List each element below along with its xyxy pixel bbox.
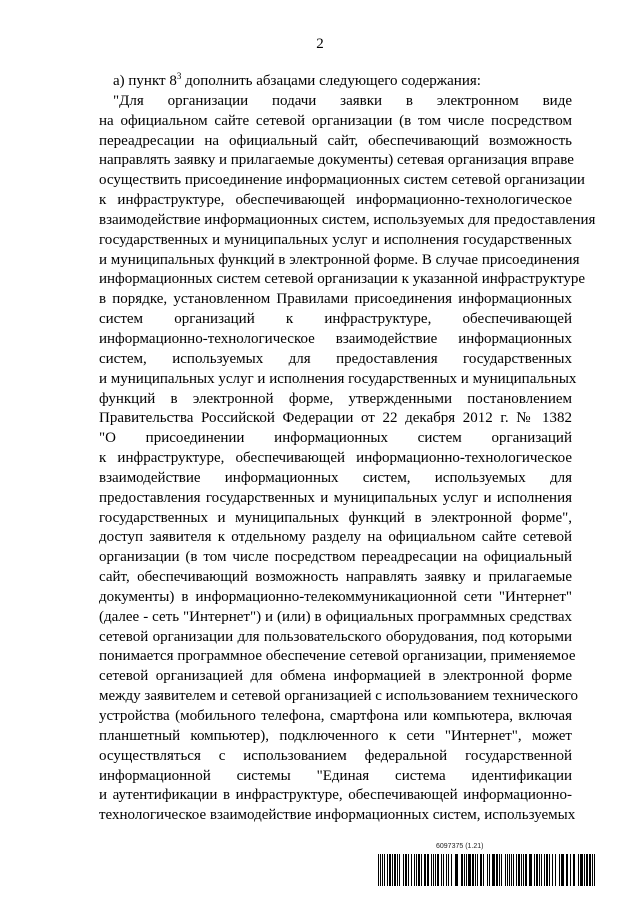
text-line: информационно-технологическое взаимодействие информационных bbox=[99, 330, 572, 347]
text-line: и аутентификации в инфраструктуре, обеспечивающей информационно- bbox=[99, 787, 572, 804]
intro-superscript: 3 bbox=[176, 71, 182, 81]
text-line: между заявителем и сетевой организацией с использованием технического bbox=[99, 688, 578, 705]
text-line: к инфраструктуре, обеспечивающей информационно-технологическое bbox=[99, 192, 572, 209]
barcode bbox=[378, 854, 596, 886]
text-line: функций в электронной форме, утвержденными постановлением bbox=[99, 390, 572, 407]
text-line: к инфраструктуре, обеспечивающей информационно-технологическое bbox=[99, 450, 572, 467]
text-line: доступ заявителя к отдельному разделу на официальном сайте сетевой bbox=[99, 529, 572, 546]
text-line: информационных систем сетевой организации к указанной инфраструктуре bbox=[99, 271, 585, 288]
text-line: осуществить присоединение информационных систем сетевой организации bbox=[99, 172, 585, 189]
text-line: документы) в информационно-телекоммуникационной сети "Интернет" bbox=[99, 588, 572, 605]
text-line: сайт, обеспечивающий возможность направлять заявку и прилагаемые bbox=[99, 569, 572, 586]
text-line: "Для организации подачи заявки в электронном виде bbox=[113, 92, 572, 109]
text-line: систем организаций к инфраструктуре, обеспечивающей bbox=[99, 311, 572, 328]
text-line: устройства (мобильного телефона, смартфона или компьютера, включая bbox=[99, 708, 572, 724]
text-line: технологическое взаимодействие информационных систем, используемых bbox=[99, 807, 576, 824]
text-line: сетевой организацией для обмена информацией в электронной форме bbox=[99, 668, 572, 685]
text-line: систем, используемых для предоставления государственных bbox=[99, 350, 572, 367]
text-line: переадресации на официальный сайт, обеспечивающий возможность bbox=[99, 132, 572, 149]
intro-line bbox=[99, 72, 572, 92]
text-line: взаимодействие информационных систем, используемых для предоставления bbox=[99, 211, 596, 228]
text-line: организации (в том числе посредством переадресации на официальный bbox=[99, 549, 572, 566]
text-line: Правительства Российской Федерации от 22 декабря 2012 г. № 1382 bbox=[99, 410, 572, 427]
text-line: информационной системы "Единая система идентификации bbox=[99, 767, 572, 784]
intro-text: а) пункт 8 bbox=[113, 73, 177, 89]
text-line: сетевой организации для пользовательского оборудования, под которыми bbox=[99, 628, 572, 645]
text-line: (далее - сеть "Интернет") и (или) в официальных программных средствах bbox=[99, 608, 572, 625]
text-line: направлять заявку и прилагаемые документы) сетевая организация вправе bbox=[99, 152, 574, 169]
text-line: осуществляться с использованием федеральной государственной bbox=[99, 747, 572, 764]
text-line: на официальном сайте сетевой организации (в том числе посредством bbox=[99, 112, 572, 129]
text-line: взаимодействие информационных систем, используемых для bbox=[99, 469, 572, 486]
page-number: 2 bbox=[316, 36, 324, 52]
text-line: понимается программное обеспечение сетевой организации, применяемое bbox=[99, 648, 576, 665]
text-line: государственных и муниципальных услуг и исполнения государственных bbox=[99, 231, 572, 248]
text-line: и муниципальных функций в электронной форме. В случае присоединения bbox=[99, 251, 580, 268]
intro-text-end: дополнить абзацами следующего содержания: bbox=[181, 73, 481, 89]
text-line: предоставления государственных и муниципальных услуг и исполнения bbox=[99, 489, 572, 506]
text-line: и муниципальных услуг и исполнения государственных и муниципальных bbox=[99, 370, 577, 387]
text-line: планшетный компьютер), подключенного к сети "Интернет", может bbox=[99, 727, 572, 744]
text-line: в порядке, установленном Правилами присоединения информационных bbox=[99, 291, 572, 308]
text-line: "О присоединении информационных систем организаций bbox=[99, 430, 572, 447]
document-body bbox=[99, 71, 596, 826]
text-line: государственных и муниципальных функций в электронной форме", bbox=[99, 509, 572, 526]
document-code: 6097375 (1.21) bbox=[436, 843, 484, 850]
